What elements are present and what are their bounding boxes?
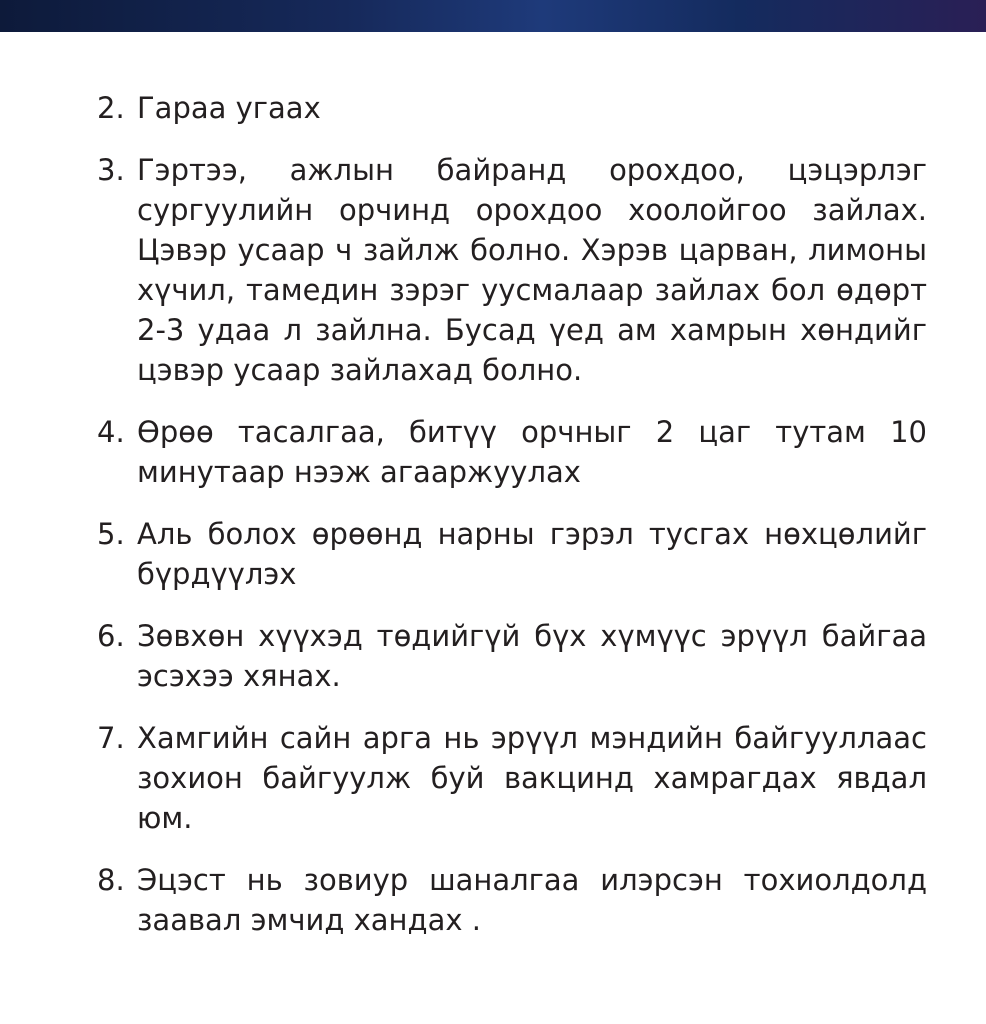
list-item xyxy=(97,718,927,838)
list-item-text: Аль болох өрөөнд нарны гэрэл тусгах нөхцөлийг бүрдүүлэх xyxy=(137,517,927,591)
list-item-text: Зөвхөн хүүхэд төдийгүй бүх хүмүүс эрүүл байгаа эсэхээ хянах. xyxy=(137,619,927,693)
list-item xyxy=(97,514,927,594)
list-item-number: 5. xyxy=(97,517,125,551)
list-item-text: Өрөө тасалгаа, битүү орчныг 2 цаг тутам 10 минутаар нээж агааржуулах xyxy=(137,415,927,489)
list-item-text: Хамгийн сайн арга нь эрүүл мэндийн байгууллаас зохион байгуулж буй вакцинд хамрагдах явдал юм. xyxy=(137,721,927,835)
list-item-number: 6. xyxy=(97,619,125,653)
list-item xyxy=(97,412,927,492)
list-item-text: Гэртээ, ажлын байранд орохдоо, цэцэрлэг сургуулийн орчинд орохдоо хоолойгоо зайлах. Цэвэр усаар ч зайлж болно. Хэрэв царван, лимоны хүчил, тамедин зэрэг уусмалаар зайлах бол өдөрт 2-3 удаа л зайлна. Бусад үед ам хамрын хөндийг цэвэр усаар зайлахад болно. xyxy=(137,153,927,387)
list-item xyxy=(97,860,927,940)
list-item-number: 2. xyxy=(97,91,125,125)
list-item-number: 7. xyxy=(97,721,125,755)
list-item-text: Эцэст нь зовиур шаналгаа илэрсэн тохиолдолд заавал эмчид хандах . xyxy=(137,863,927,937)
list-item-number: 8. xyxy=(97,863,125,897)
list-item-text: Гараа угаах xyxy=(137,91,321,125)
top-banner xyxy=(0,0,986,32)
list-item xyxy=(97,616,927,696)
list-item xyxy=(97,150,927,390)
list-item xyxy=(97,88,927,128)
list-item-number: 4. xyxy=(97,415,125,449)
list-item-number: 3. xyxy=(97,153,125,187)
advice-list xyxy=(97,88,927,962)
